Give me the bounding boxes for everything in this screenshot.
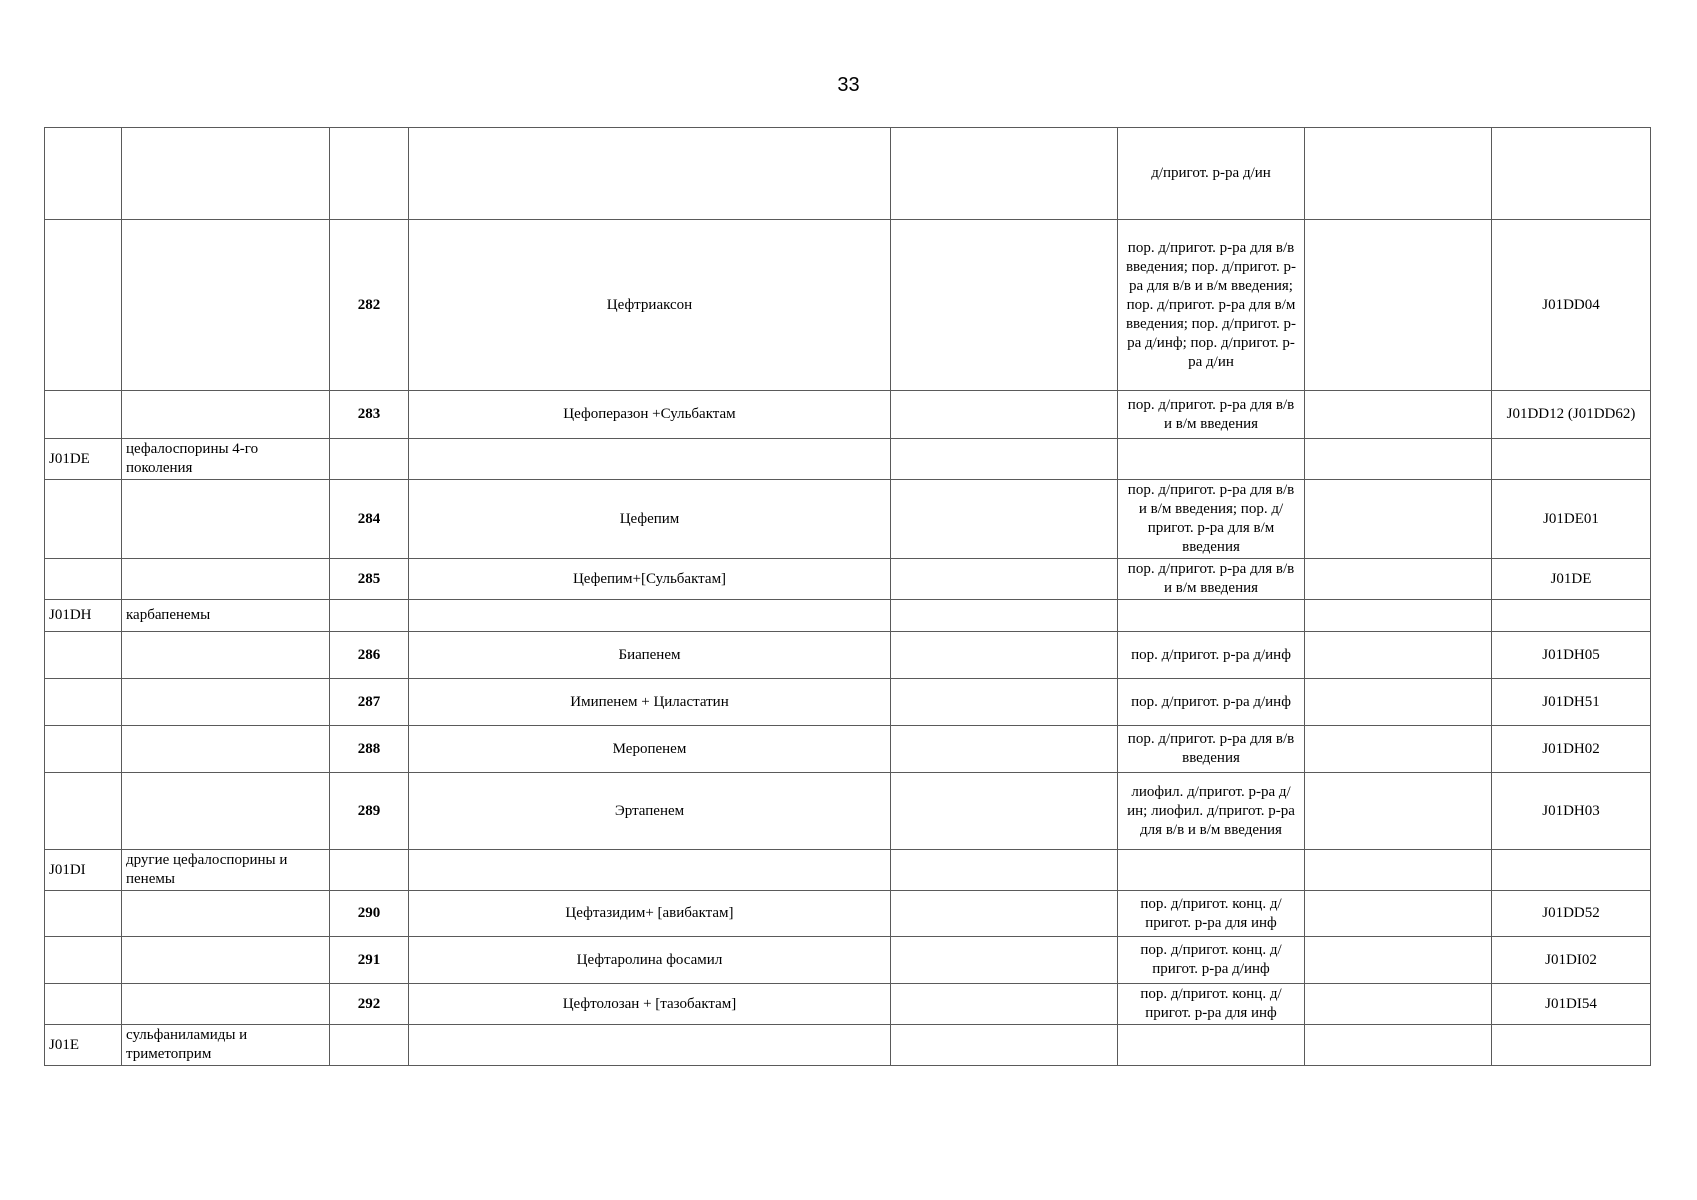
atc-code-cell xyxy=(1492,600,1651,632)
atc-cell xyxy=(45,773,122,850)
atc-code-cell xyxy=(1492,1025,1651,1066)
drug-name-cell: Биапенем xyxy=(409,632,891,679)
drug-name-cell: Цефтриаксон xyxy=(409,220,891,391)
atc-cell: J01E xyxy=(45,1025,122,1066)
empty-cell xyxy=(891,559,1118,600)
atc-cell: J01DI xyxy=(45,850,122,891)
drug-name-cell: Цефтазидим+ [авибактам] xyxy=(409,891,891,937)
table-row xyxy=(45,937,1651,984)
atc-cell: J01DE xyxy=(45,439,122,480)
group-cell xyxy=(122,128,330,220)
atc-cell xyxy=(45,891,122,937)
number-cell xyxy=(330,128,409,220)
empty-cell xyxy=(891,937,1118,984)
drug-name-cell: Цефепим+[Сульбактам] xyxy=(409,559,891,600)
drug-name-cell: Имипенем + Циластатин xyxy=(409,679,891,726)
group-cell xyxy=(122,679,330,726)
atc-cell xyxy=(45,128,122,220)
dosage-form-cell: пор. д/пригот. р-ра д/инф xyxy=(1118,632,1305,679)
group-row xyxy=(45,1025,1651,1066)
atc-cell xyxy=(45,632,122,679)
empty-cell xyxy=(891,726,1118,773)
number-cell xyxy=(330,1025,409,1066)
dosage-form-cell xyxy=(1118,1025,1305,1066)
empty-cell xyxy=(891,439,1118,480)
drug-table xyxy=(44,127,1651,1066)
dosage-form-cell xyxy=(1118,439,1305,480)
atc-code-cell xyxy=(1492,439,1651,480)
empty-cell xyxy=(1305,480,1492,559)
empty-cell xyxy=(1305,439,1492,480)
dosage-form-cell: д/пригот. р-ра д/ин xyxy=(1118,128,1305,220)
dosage-form-cell: пор. д/пригот. конц. д/пригот. р-ра для инф xyxy=(1118,984,1305,1025)
atc-cell xyxy=(45,937,122,984)
empty-cell xyxy=(891,480,1118,559)
empty-cell xyxy=(891,220,1118,391)
table-row xyxy=(45,480,1651,559)
group-row xyxy=(45,439,1651,480)
number-cell: 285 xyxy=(330,559,409,600)
empty-cell xyxy=(1305,559,1492,600)
group-cell xyxy=(122,937,330,984)
dosage-form-cell: пор. д/пригот. р-ра д/инф xyxy=(1118,679,1305,726)
dosage-form-cell: пор. д/пригот. конц. д/пригот. р-ра для инф xyxy=(1118,891,1305,937)
drug-name-cell: Меропенем xyxy=(409,726,891,773)
group-cell xyxy=(122,559,330,600)
empty-cell xyxy=(891,1025,1118,1066)
atc-cell xyxy=(45,480,122,559)
table-row xyxy=(45,984,1651,1025)
empty-cell xyxy=(891,679,1118,726)
atc-cell xyxy=(45,559,122,600)
number-cell xyxy=(330,850,409,891)
empty-cell xyxy=(1305,937,1492,984)
group-cell: карбапенемы xyxy=(122,600,330,632)
group-cell: другие цефалоспорины и пенемы xyxy=(122,850,330,891)
drug-name-cell xyxy=(409,1025,891,1066)
table-body xyxy=(45,128,1651,1066)
empty-cell xyxy=(1305,773,1492,850)
empty-cell xyxy=(1305,850,1492,891)
table-row xyxy=(45,391,1651,439)
table-row xyxy=(45,679,1651,726)
empty-cell xyxy=(1305,632,1492,679)
atc-code-cell: J01DD52 xyxy=(1492,891,1651,937)
atc-cell xyxy=(45,726,122,773)
group-cell xyxy=(122,726,330,773)
number-cell: 291 xyxy=(330,937,409,984)
number-cell: 283 xyxy=(330,391,409,439)
dosage-form-cell: лиофил. д/пригот. р-ра д/ин; лиофил. д/пригот. р-ра для в/в и в/м введения xyxy=(1118,773,1305,850)
number-cell xyxy=(330,600,409,632)
number-cell: 288 xyxy=(330,726,409,773)
group-row xyxy=(45,600,1651,632)
dosage-form-cell: пор. д/пригот. р-ра для в/в и в/м введения xyxy=(1118,559,1305,600)
atc-code-cell xyxy=(1492,128,1651,220)
atc-code-cell: J01DI02 xyxy=(1492,937,1651,984)
empty-cell xyxy=(891,128,1118,220)
number-cell: 286 xyxy=(330,632,409,679)
atc-code-cell: J01DD12 (J01DD62) xyxy=(1492,391,1651,439)
group-row xyxy=(45,850,1651,891)
atc-code-cell: J01DH05 xyxy=(1492,632,1651,679)
atc-code-cell: J01DE xyxy=(1492,559,1651,600)
number-cell: 289 xyxy=(330,773,409,850)
drug-name-cell: Эртапенем xyxy=(409,773,891,850)
drug-name-cell: Цефепим xyxy=(409,480,891,559)
atc-cell xyxy=(45,391,122,439)
empty-cell xyxy=(891,600,1118,632)
empty-cell xyxy=(1305,391,1492,439)
table-row xyxy=(45,773,1651,850)
table-row xyxy=(45,632,1651,679)
atc-cell: J01DH xyxy=(45,600,122,632)
atc-code-cell: J01DH02 xyxy=(1492,726,1651,773)
empty-cell xyxy=(891,773,1118,850)
number-cell xyxy=(330,439,409,480)
drug-name-cell xyxy=(409,128,891,220)
atc-cell xyxy=(45,220,122,391)
page-number: 33 xyxy=(837,74,860,96)
group-cell: сульфаниламиды и триметоприм xyxy=(122,1025,330,1066)
atc-cell xyxy=(45,984,122,1025)
empty-cell xyxy=(891,391,1118,439)
empty-cell xyxy=(1305,1025,1492,1066)
empty-cell xyxy=(1305,128,1492,220)
empty-cell xyxy=(891,850,1118,891)
drug-name-cell: Цефоперазон +Сульбактам xyxy=(409,391,891,439)
table-row xyxy=(45,891,1651,937)
dosage-form-cell: пор. д/пригот. р-ра для в/в введения xyxy=(1118,726,1305,773)
dosage-form-cell xyxy=(1118,600,1305,632)
atc-code-cell: J01DH51 xyxy=(1492,679,1651,726)
number-cell: 292 xyxy=(330,984,409,1025)
table-row xyxy=(45,220,1651,391)
group-cell xyxy=(122,773,330,850)
table-row xyxy=(45,559,1651,600)
group-cell xyxy=(122,632,330,679)
atc-cell xyxy=(45,679,122,726)
dosage-form-cell: пор. д/пригот. р-ра для в/в введения; пор. д/пригот. р-ра для в/в и в/м введения; пор. д/пригот. р-ра для в/м введения; пор. д/пригот. р-ра д/инф; пор. д/пригот. р-ра д/ин xyxy=(1118,220,1305,391)
number-cell: 290 xyxy=(330,891,409,937)
empty-cell xyxy=(891,984,1118,1025)
atc-code-cell: J01DE01 xyxy=(1492,480,1651,559)
drug-name-cell: Цефтаролина фосамил xyxy=(409,937,891,984)
drug-name-cell xyxy=(409,439,891,480)
empty-cell xyxy=(891,891,1118,937)
atc-code-cell: J01DD04 xyxy=(1492,220,1651,391)
drug-name-cell: Цефтолозан + [тазобактам] xyxy=(409,984,891,1025)
empty-cell xyxy=(1305,600,1492,632)
empty-cell xyxy=(1305,220,1492,391)
dosage-form-cell: пор. д/пригот. р-ра для в/в и в/м введения xyxy=(1118,391,1305,439)
table-row xyxy=(45,128,1651,220)
atc-code-cell xyxy=(1492,850,1651,891)
number-cell: 284 xyxy=(330,480,409,559)
dosage-form-cell: пор. д/пригот. конц. д/пригот. р-ра д/инф xyxy=(1118,937,1305,984)
group-cell xyxy=(122,984,330,1025)
number-cell: 287 xyxy=(330,679,409,726)
dosage-form-cell: пор. д/пригот. р-ра для в/в и в/м введения; пор. д/пригот. р-ра для в/м введения xyxy=(1118,480,1305,559)
empty-cell xyxy=(1305,891,1492,937)
drug-name-cell xyxy=(409,600,891,632)
empty-cell xyxy=(1305,726,1492,773)
empty-cell xyxy=(891,632,1118,679)
atc-code-cell: J01DI54 xyxy=(1492,984,1651,1025)
empty-cell xyxy=(1305,984,1492,1025)
group-cell xyxy=(122,391,330,439)
empty-cell xyxy=(1305,679,1492,726)
group-cell xyxy=(122,220,330,391)
group-cell: цефалоспорины 4-го поколения xyxy=(122,439,330,480)
table-row xyxy=(45,726,1651,773)
group-cell xyxy=(122,480,330,559)
drug-name-cell xyxy=(409,850,891,891)
group-cell xyxy=(122,891,330,937)
atc-code-cell: J01DH03 xyxy=(1492,773,1651,850)
number-cell: 282 xyxy=(330,220,409,391)
dosage-form-cell xyxy=(1118,850,1305,891)
